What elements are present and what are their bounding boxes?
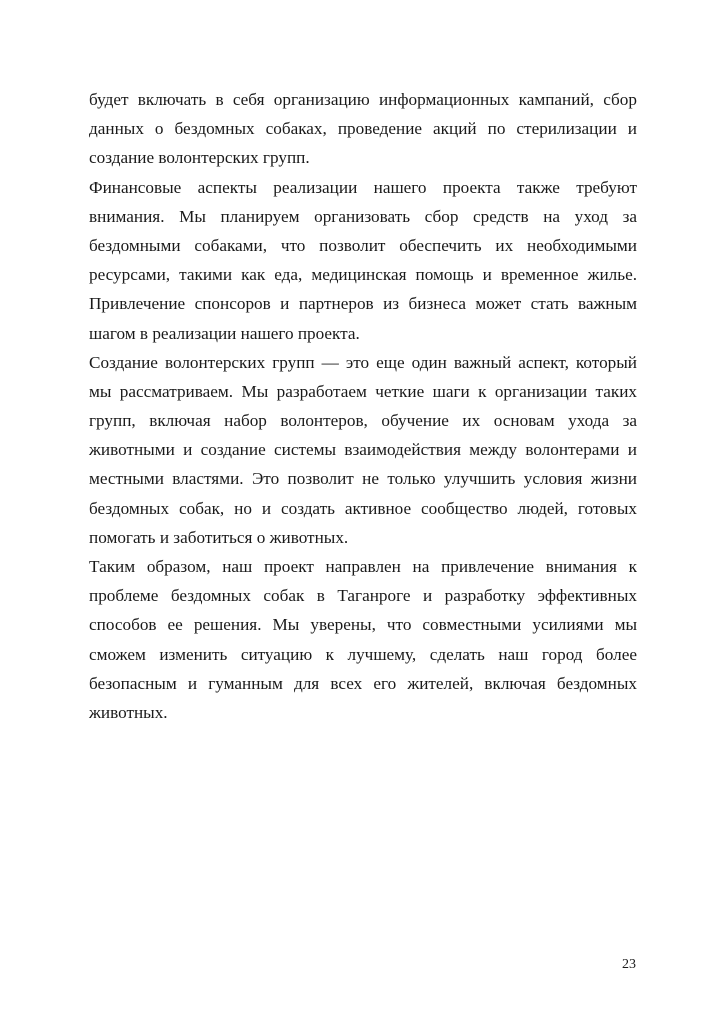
paragraph-line: ресурсами, такими как еда, медицинская помощь и временное жилье. [89,265,637,285]
paragraph-line: помогать и заботиться о животных. [89,527,349,547]
paragraph-line: сможем изменить ситуацию к лучшему, сделать наш город более [89,644,637,664]
paragraph-line: животными и создание системы взаимодействия между волонтерами и [89,440,637,460]
paragraph-2 [89,173,637,348]
paragraph-line: шагом в реализации нашего проекта. [89,323,360,343]
paragraph-line: местными властями. Это позволит не только улучшить условия жизни [89,469,637,489]
paragraph-line: групп, включая набор волонтеров, обучение их основам ухода за [89,411,637,431]
paragraph-line: животных. [89,702,168,722]
paragraph-line: бездомных собак, но и создать активное сообщество людей, готовых [89,498,637,518]
paragraph-line: способов ее решения. Мы уверены, что совместными усилиями мы [89,615,637,635]
paragraph-4 [89,552,637,727]
page-number: 23 [622,957,636,972]
paragraph-line: мы рассматриваем. Мы разработаем четкие шаги к организации таких [89,381,637,401]
paragraph-line: Финансовые аспекты реализации нашего проекта также требуют [89,177,637,197]
paragraph-line: бездомными собаками, что позволит обеспечить их необходимыми [89,235,637,255]
paragraph-3 [89,348,637,552]
paragraph-line: Создание волонтерских групп — это еще один важный аспект, который [89,352,637,372]
paragraph-line: будет включать в себя организацию информационных кампаний, сбор [89,90,637,109]
document-body [89,85,637,727]
paragraph-line: Привлечение спонсоров и партнеров из бизнеса может стать важным [89,294,637,314]
paragraph-line: данных о бездомных собаках, проведение акций по стерилизации и [89,119,637,139]
paragraph-1 [89,85,637,173]
paragraph-line: внимания. Мы планируем организовать сбор средств на уход за [89,206,637,226]
paragraph-line: создание волонтерских групп. [89,148,310,168]
paragraph-line: безопасным и гуманным для всех его жителей, включая бездомных [89,673,637,693]
paragraph-line: Таким образом, наш проект направлен на привлечение внимания к [89,557,637,576]
paragraph-line: проблеме бездомных собак в Таганроге и разработку эффективных [89,586,637,606]
